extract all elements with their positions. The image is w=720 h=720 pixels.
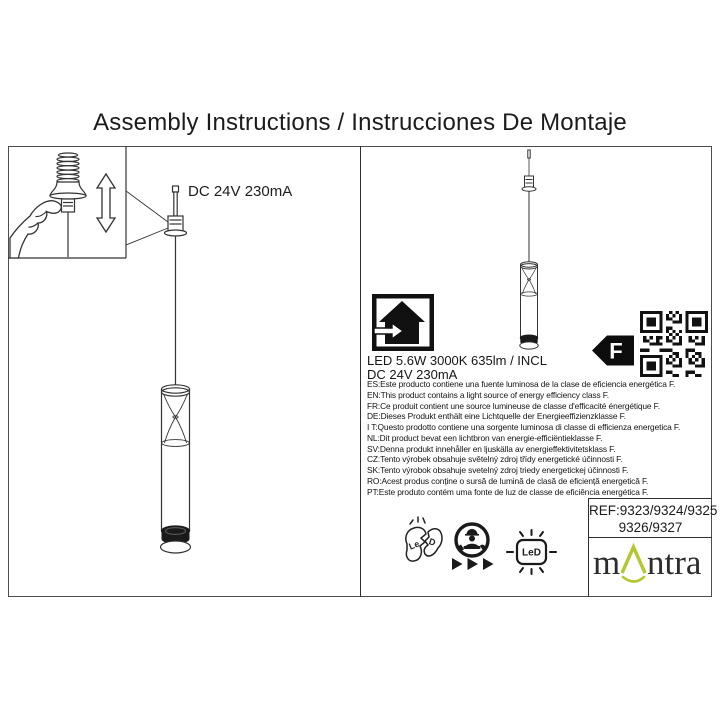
ref-box	[588, 498, 718, 597]
hand-adjust-illustration	[10, 201, 61, 258]
language-note: CZ:Tento výrobek obsahuje světelný zdroj třídy energetické účinnosti F.	[367, 454, 623, 465]
language-note: RO:Acest produs conține o sursă de lumină de clasă de eficiență energetică F.	[367, 475, 649, 486]
language-note: ES:Este producto contiene una fuente luminosa de la clase de eficiencia energética F.	[367, 379, 676, 389]
brand-logo-caret-icon	[622, 547, 645, 573]
ref-line2: 9326/9327	[618, 520, 683, 535]
pendant-lamp-illustration-small	[480, 147, 595, 362]
page-title: Assembly Instructions / Instrucciones De Montaje	[93, 109, 627, 136]
brand-logo	[591, 540, 709, 590]
led-spec-label: LED 5.6W 3000K 635lm / INCL	[367, 353, 547, 368]
sequence-arrows-icon	[452, 558, 494, 570]
torn-led-left-label: Le	[407, 538, 421, 552]
language-note: SV:Denna produkt innehåller en ljuskälla av energieffektivitetsklass F.	[367, 443, 616, 454]
lamp-bottom-ring	[161, 526, 191, 553]
brand-logo-smile-icon	[623, 577, 644, 582]
qr-code	[640, 311, 708, 377]
led-badge-label: LeD	[522, 547, 541, 559]
energy-class-arrow	[590, 333, 636, 369]
brand-logo-prefix: m	[593, 543, 621, 582]
leader-lines	[126, 191, 168, 245]
language-note: EN:This product contains a light source of energy efficiency class F.	[367, 389, 610, 400]
torn-led-icon	[398, 512, 444, 578]
panel-divider	[360, 146, 361, 597]
language-note: NL:Dit product bevat een lichtbron van energie-efficiëntieklasse F.	[367, 432, 603, 443]
language-note: PT:Este produto contém uma fonte de luz de classe de eficiência energética F.	[367, 486, 649, 497]
ref-line1: REF:9323/9324/9325	[589, 503, 718, 518]
language-notes	[367, 379, 713, 497]
voltage-label-left: DC 24V 230mA	[188, 183, 293, 200]
language-note: DE:Dieses Produkt enthält eine Lichtquelle der Energieeffizienzklasse F.	[367, 411, 626, 422]
indoor-use-house-icon	[372, 294, 436, 354]
torn-led-right-label: D	[427, 536, 437, 548]
professional-service-icon	[452, 520, 504, 572]
pendant-lamp-illustration	[161, 186, 191, 553]
language-note: SK:Tento výrobok obsahuje svetelný zdroj triedy energetickej účinnosti F.	[367, 465, 629, 475]
led-light-source-icon	[503, 522, 559, 580]
dc-spec-label: DC 24V 230mA	[367, 367, 458, 382]
up-down-arrow-icon	[97, 174, 115, 232]
height-adjustment-inset	[8, 146, 126, 258]
language-note: I T:Questo prodotto contiene una sorgente luminosa di classe di efficienza energetica F.	[367, 422, 681, 432]
left-assembly-illustration	[8, 146, 360, 596]
energy-class-letter: F	[609, 338, 623, 364]
language-note: FR:Ce produit contient une source lumineuse de classe d'efficacité énergétique F.	[367, 400, 660, 411]
ref-number	[589, 499, 718, 538]
brand-logo-suffix: ntra	[647, 543, 702, 582]
